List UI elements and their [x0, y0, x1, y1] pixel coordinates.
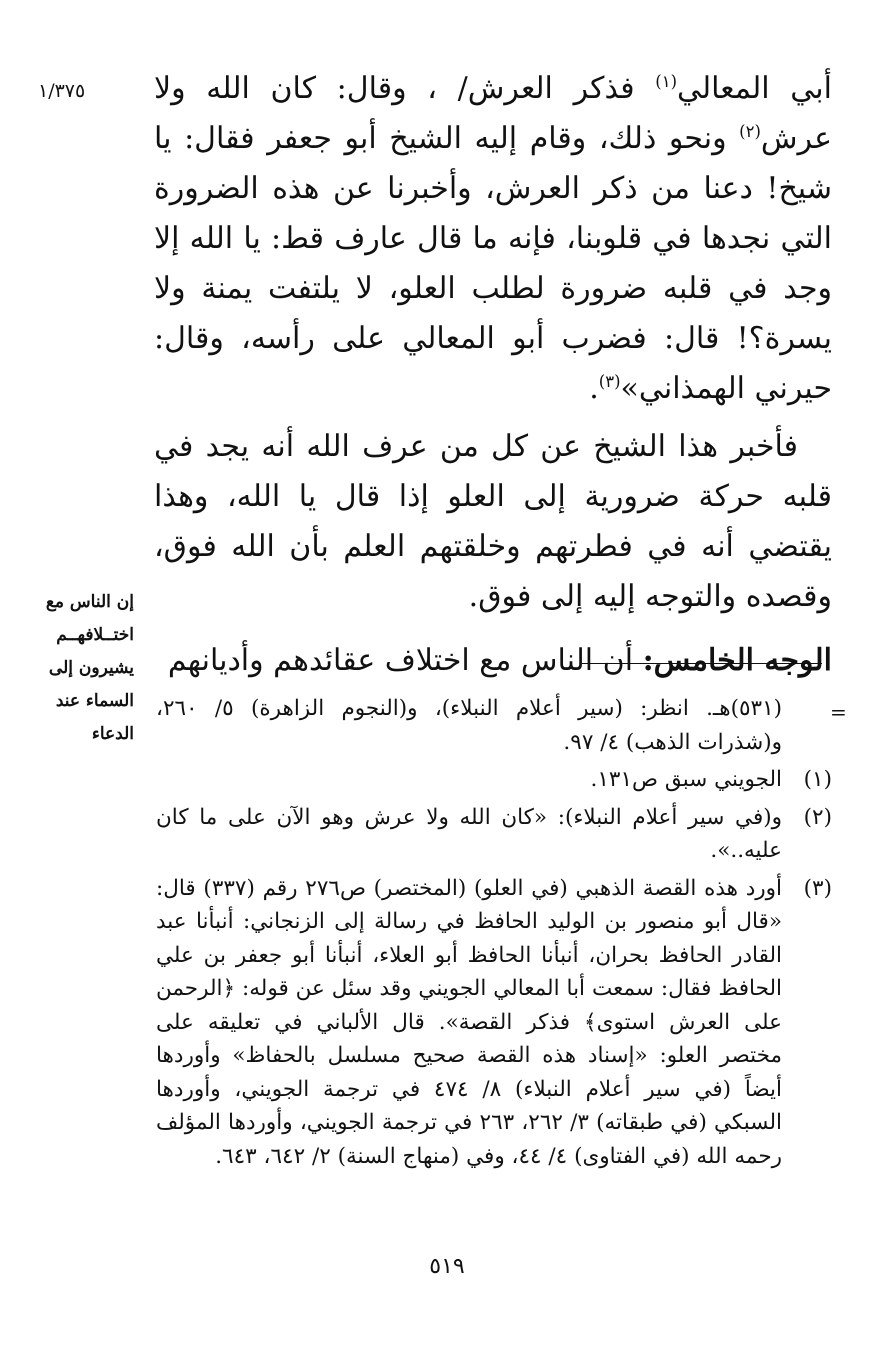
footnote-number: (٢): [803, 804, 832, 830]
margin-page-reference: ١/٣٧٥: [38, 80, 86, 102]
main-text: [154, 64, 832, 686]
footnote-ref-2: (٢): [739, 122, 761, 141]
paragraph-2: فأخبر هذا الشيخ عن كل من عرف الله أنه يجد في قلبه حركة ضرورية إلى العلو إذا قال يا الله، وهذا يقتضي أنه في فطرتهم وخلقتهم العلم بأن الله فوق، وقصده والتوجه إليه إلى فوق.: [154, 429, 832, 614]
footnote-number: (٣): [803, 875, 832, 901]
footnote-2: [156, 801, 832, 868]
footnote-text: (٥٣١)هـ. انظر: (سير أعلام النبلاء)، و(النجوم الزاهرة) ٥/ ٢٦٠، و(شذرات الذهب) ٤/ ٩٧.: [156, 696, 783, 755]
footnote-separator: [582, 663, 822, 664]
continuation-mark: =: [830, 700, 847, 724]
side-note-line: إن الناس مع: [45, 592, 134, 612]
paragraph-1-part-c: ونحو ذلك، وقام إليه الشيخ أبو جعفر فقال: يا شيخ! دعنا من ذكر العرش، وأخبرنا عن هذه الضرورة التي نجدها في قلوبنا، فإنه ما قال عارف قط: يا الله إلا وجد في قلبه ضرورة لطلب العلو، لا يلتفت يمنة ولا يسرة؟! قال: فضرب أبو المعالي على رأسه، وقال: حيرني الهمذاني»: [154, 121, 832, 406]
heading-label: الوجه الخامس:: [642, 643, 832, 678]
side-note: [14, 586, 134, 751]
footnote-continuation: [156, 692, 832, 759]
footnote-3: [156, 872, 832, 1174]
heading-text: أن الناس مع اختلاف عقائدهم وأديانهم: [167, 643, 643, 678]
footnote-text: أورد هذه القصة الذهبي (في العلو) (المختصر) ص٢٧٦ رقم (٣٣٧) قال: «قال أبو منصور بن الوليد الحافظ في رسالة إلى الزنجاني: أنبأنا عبد القادر الحافظ بحران، أنبأنا الحافظ أبو العلاء، أنبأنا أبو جعفر بن علي الحافظ فقال: سمعت أبا المعالي الجويني وقد سئل عن قوله: ﴿الرحمن على العرش استوى﴾ فذكر القصة». قال الألباني في تعليقه على مختصر العلو: «إسناد هذه القصة صحيح مسلسل بالحفاظ» وأوردها أيضاً (في سير أعلام النبلاء) ٨/ ٤٧٤ في ترجمة الجويني، وأوردها السبكي (في طبقاته) ٣/ ٢٦٢، ٢٦٣ في ترجمة الجويني، وأوردها المؤلف رحمه الله (في الفتاوى) ٤/ ٤٤، وفي (منهاج السنة) ٢/ ٦٤٢، ٦٤٣.: [156, 875, 783, 1169]
side-note-line: يشيرون إلى: [48, 658, 134, 678]
paragraph-1-part-d: .: [589, 371, 599, 406]
side-note-line: اختــلافهــم: [56, 625, 134, 645]
footnote-ref-3: (٣): [598, 372, 621, 391]
paragraph-1: [154, 64, 832, 414]
footnote-1: [156, 763, 832, 797]
side-note-line: السماء عند: [55, 691, 134, 711]
paragraph-1-part-b: فذكر العرش/ ، وقال: كان الله ولا عرش: [154, 71, 832, 156]
section-heading: [154, 636, 832, 686]
footnote-text: الجويني سبق ص١٣١.: [590, 767, 782, 792]
page-number: ٥١٩: [429, 1254, 465, 1279]
footnote-ref-1: (١): [655, 72, 677, 91]
footnote-text: و(في سير أعلام النبلاء): «كان الله ولا عرش وهو الآن على ما كان عليه..».: [156, 804, 782, 863]
footnote-number: (١): [803, 767, 832, 792]
footnote-number: [782, 692, 832, 759]
side-note-line: الدعاء: [91, 724, 134, 744]
footnotes: [156, 692, 832, 1177]
paragraph-1-part-a: أبي المعالي: [677, 71, 832, 106]
